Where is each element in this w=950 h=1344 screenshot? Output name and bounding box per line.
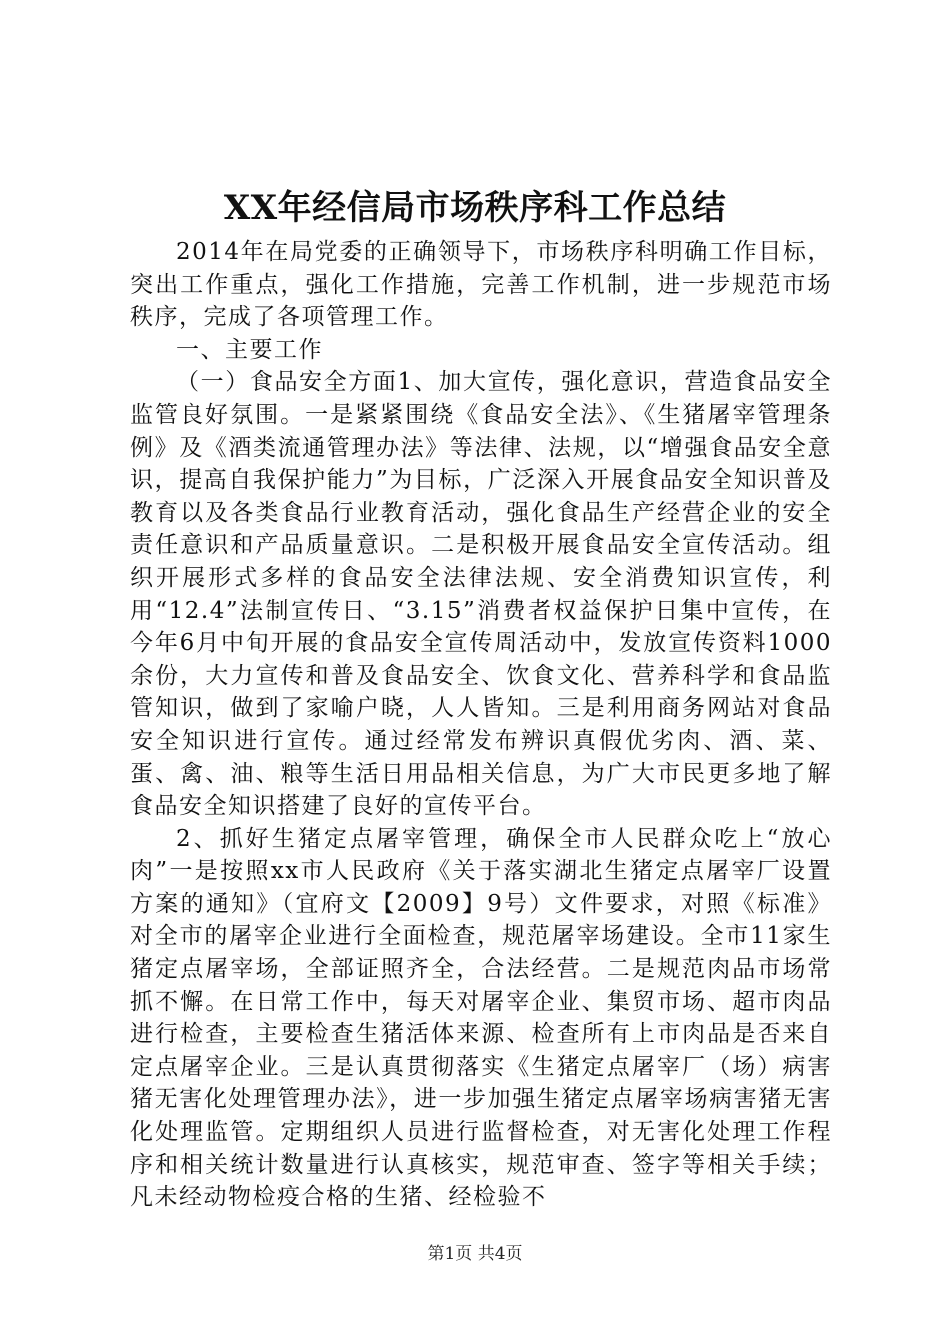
page-footer: 第1页 共4页	[427, 1244, 523, 1264]
paragraph-food-safety: （一）食品安全方面1、加大宣传，强化意识，营造食品安全监管良好氛围。一是紧紧围绕《食品安全法》、《生猪屠宰管理条例》及《酒类流通管理办法》等法律、法规，以“增强食品安全意识，提高自我保护能力”为目标，广泛深入开展食品安全知识普及教育以及各类食品行业教育活动，强化食品生产经营企业的安全责任意识和产品质量意识。二是积极开展食品安全宣传活动。组织开展形式多样的食品安全法律法规、安全消费知识宣传，利用“12.4”法制宣传日、“3.15”消费者权益保护日集中宣传，在今年6月中旬开展的食品安全宣传周活动中，发放宣传资料1000余份，大力宣传和普及食品安全、饮食文化、营养科学和食品监管知识，做到了家喻户晓，人人皆知。三是利用商务网站对食品安全知识进行宣传。通过经常发布辨识真假优劣肉、酒、菜、蛋、禽、油、粮等生活日用品相关信息，为广大市民更多地了解食品安全知识搭建了良好的宣传平台。	[130, 369, 832, 820]
section-heading-main-work: 一、主要工作	[176, 336, 323, 363]
document-body	[130, 236, 832, 1214]
document-title: XX年经信局市场秩序科工作总结	[223, 188, 727, 228]
paragraph-slaughter-management: 2、抓好生猪定点屠宰管理，确保全市人民群众吃上“放心肉”一是按照xx市人民政府《关于落实湖北生猪定点屠宰厂设置方案的通知》（宜府文【2009】9号）文件要求，对照《标准》对全市的屠宰企业进行全面检查，规范屠宰场建设。全市11家生猪定点屠宰场，全部证照齐全，合法经营。二是规范肉品市场常抓不懈。在日常工作中，每天对屠宰企业、集贸市场、超市肉品进行检查，主要检查生猪活体来源、检查所有上市肉品是否来自定点屠宰企业。三是认真贯彻落实《生猪定点屠宰厂（场）病害猪无害化处理管理办法》，进一步加强生猪定点屠宰场病害猪无害化处理监管。定期组织人员进行监督检查，对无害化处理工作程序和相关统计数量进行认真核实，规范审查、签字等相关手续；凡未经动物检疫合格的生猪、经检验不	[130, 825, 832, 1211]
paragraph-intro: 2014年在局党委的正确领导下，市场秩序科明确工作目标，突出工作重点，强化工作措施，完善工作机制，进一步规范市场秩序，完成了各项管理工作。	[130, 239, 832, 331]
